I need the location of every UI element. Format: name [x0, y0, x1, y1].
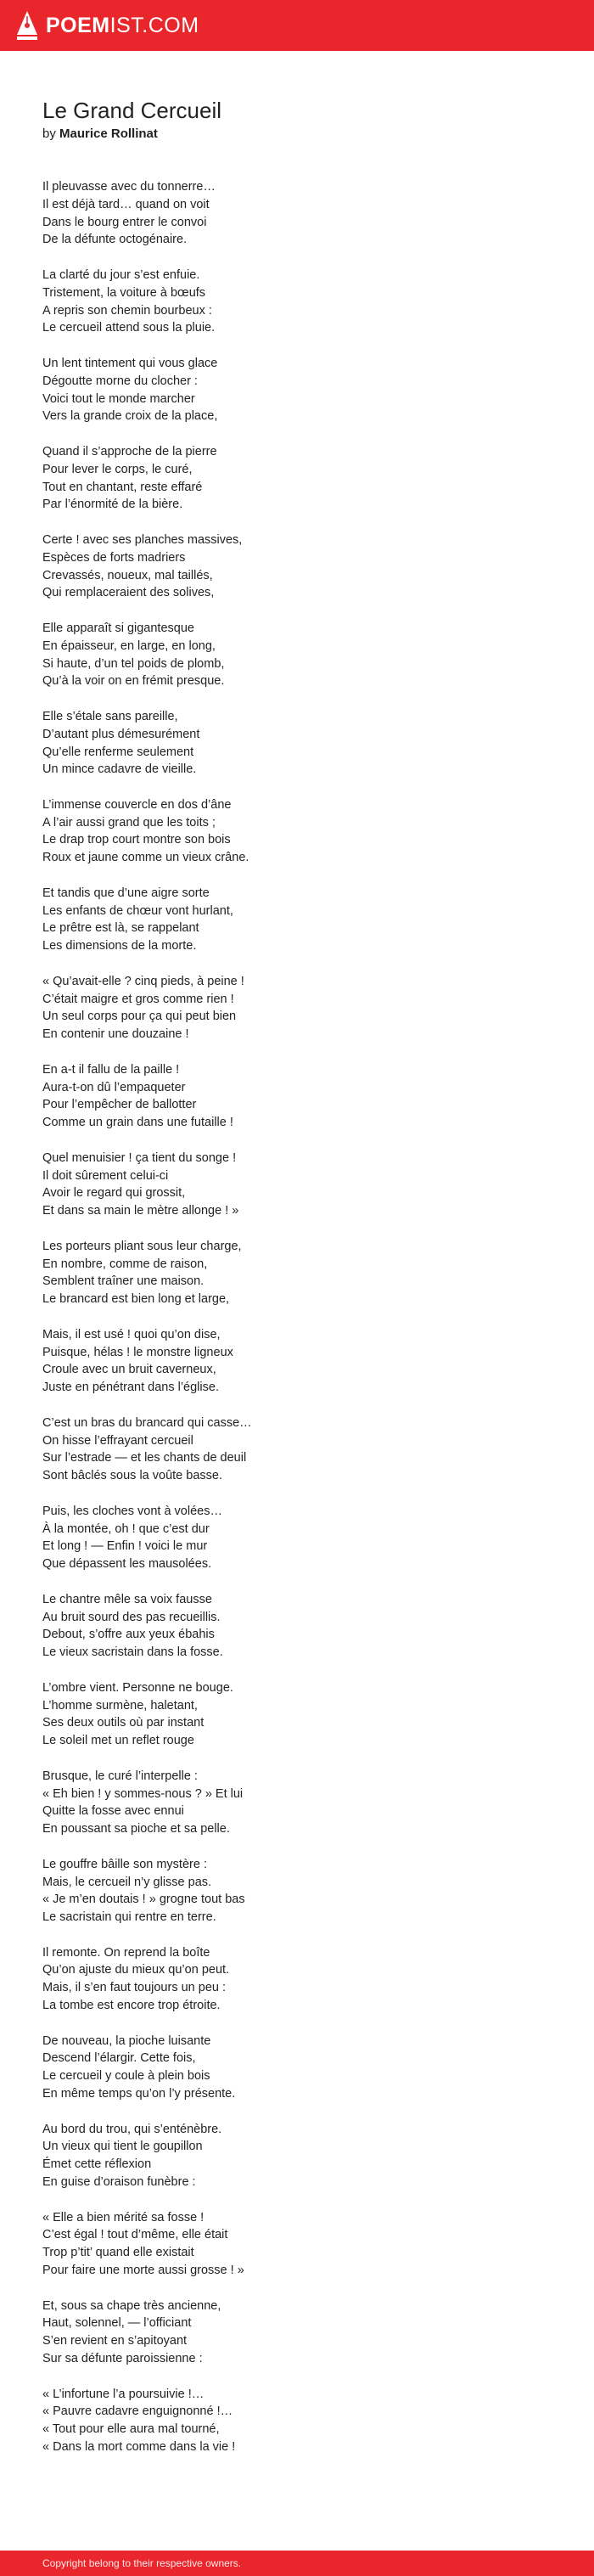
poem-line: Un lent tintement qui vous glace — [42, 356, 218, 370]
stanza — [42, 1503, 552, 1573]
poem-line: On hisse l’effrayant cercueil — [42, 1433, 193, 1448]
poem-line: Descend l’élargir. Cette fois, — [42, 2051, 196, 2066]
poem-line: Un mince cadavre de vieille. — [42, 762, 197, 777]
poem-line: Juste en pénétrant dans l’église. — [42, 1381, 219, 1395]
poem-line: Par l’énormité de la bière. — [42, 498, 183, 512]
poem-line: Et dans sa main le mètre allonge ! » — [42, 1204, 239, 1218]
stanza — [42, 708, 552, 779]
poem-line: Le vieux sacristain dans la fosse. — [42, 1645, 223, 1660]
poem-line: Le chantre mêle sa voix fausse — [42, 1592, 212, 1606]
poem-line: L’ombre vient. Personne ne bouge. — [42, 1680, 233, 1695]
poem-line: Le gouffre bâille son mystère : — [42, 1857, 207, 1871]
stanza — [42, 1238, 552, 1308]
poem-line: Dans le bourg entrer le convoi — [42, 215, 207, 229]
poem-line: Que dépassent les mausolées. — [42, 1557, 212, 1572]
poem-line: Voici tout le monde marcher — [42, 391, 195, 406]
poem-line: « L’infortune l’a poursuivie !… — [42, 2387, 205, 2401]
pen-nib-icon — [17, 11, 37, 40]
poem-line: Qu’on ajuste du mieux qu’on peut. — [42, 1963, 230, 1977]
site-logo[interactable] — [17, 8, 199, 42]
poem-line: Il pleuvasse avec du tonnerre… — [42, 180, 216, 194]
poem-line: En nombre, comme de raison, — [42, 1257, 208, 1271]
stanza — [42, 2386, 552, 2456]
stanza — [42, 620, 552, 690]
poem-line: En poussant sa pioche et sa pelle. — [42, 1822, 230, 1836]
stanza — [42, 2298, 552, 2368]
stanza — [42, 532, 552, 602]
poem-line: Sont bâclés sous la voûte basse. — [42, 1469, 222, 1483]
poem-line: « Tout pour elle aura mal tourné, — [42, 2422, 220, 2437]
poem-line: Pour lever le corps, le curé, — [42, 462, 193, 476]
poem-line: Le cercueil attend sous la pluie. — [42, 321, 216, 335]
poem-line: A repris son chemin bourbeux : — [42, 303, 212, 318]
poem-line: Il remonte. On reprend la boîte — [42, 1945, 210, 1960]
poem-line: « Je m’en doutais ! » grogne tout bas — [42, 1893, 245, 1907]
poem-line: « Pauvre cadavre enguignonné !… — [42, 2404, 233, 2419]
poem-line: D’autant plus démesurément — [42, 727, 200, 741]
poem-line: En a-t il fallu de la paille ! — [42, 1062, 180, 1077]
byline — [42, 126, 552, 143]
poem-line: Il est déjà tard… quand on voit — [42, 197, 210, 211]
poem-line: Pour faire une morte aussi grosse ! » — [42, 2264, 244, 2278]
copyright-text: Copyright belong to their respective owners. — [42, 2557, 242, 2569]
poem-line: C’était maigre et gros comme rien ! — [42, 992, 234, 1006]
poem-line: Les enfants de chœur vont hurlant, — [42, 903, 233, 918]
poem-line: Puisque, hélas ! le monstre ligneux — [42, 1345, 233, 1359]
poem-line: Mais, il s’en faut toujours un peu : — [42, 1981, 227, 1995]
poem-line: L’immense couvercle en dos d’âne — [42, 797, 232, 812]
poem-line: Qui remplaceraient des solives, — [42, 586, 215, 600]
poem-body — [42, 178, 552, 2456]
stanza — [42, 1856, 552, 1926]
poem-line: Ses deux outils où par instant — [42, 1716, 205, 1730]
poem-line: Mais, le cercueil n’y glisse pas. — [42, 1875, 212, 1889]
poem-line: En guise d’oraison funèbre : — [42, 2175, 196, 2190]
stanza — [42, 2033, 552, 2103]
poem-line: Le prêtre est là, se rappelant — [42, 921, 199, 936]
poem-line: Brusque, le curé l’interpelle : — [42, 1769, 198, 1783]
stanza — [42, 1768, 552, 1838]
poem-line: Pour l’empêcher de ballotter — [42, 1098, 197, 1112]
poem-line: La tombe est encore trop étroite. — [42, 1999, 221, 2013]
poem-line: Et tandis que d’une aigre sorte — [42, 886, 210, 900]
poem-container — [42, 97, 552, 2474]
poem-line: En même temps qu’on l’y présente. — [42, 2087, 236, 2101]
poem-line: Trop p’tit’ quand elle existait — [42, 2246, 194, 2260]
poem-line: Qu’à la voir on en frémit presque. — [42, 674, 225, 689]
poem-line: En contenir une douzaine ! — [42, 1027, 189, 1042]
poem-line: Les dimensions de la morte. — [42, 939, 197, 953]
poem-line: Au bruit sourd des pas recueillis. — [42, 1610, 221, 1624]
by-label: by — [42, 127, 56, 141]
poem-line: De la défunte octogénaire. — [42, 233, 188, 247]
poem-line: C’est égal ! tout d’même, elle était — [42, 2228, 228, 2242]
poem-line: « Dans la mort comme dans la vie ! — [42, 2440, 236, 2454]
poem-line: Sur sa défunte paroissienne : — [42, 2352, 203, 2366]
poem-line: Un seul corps pour ça qui peut bien — [42, 1010, 237, 1024]
stanza — [42, 1061, 552, 1132]
poem-line: C’est un bras du brancard qui casse… — [42, 1415, 252, 1430]
poem-line: Croule avec un bruit caverneux, — [42, 1363, 216, 1377]
poem-line: Puis, les cloches vont à volées… — [42, 1504, 222, 1518]
stanza — [42, 973, 552, 1043]
poem-line: Espèces de forts madriers — [42, 550, 186, 565]
poem-line: Elle s’étale sans pareille, — [42, 709, 178, 723]
poem-line: Tout en chantant, reste effaré — [42, 480, 203, 494]
poem-line: Certe ! avec ses planches massives, — [42, 532, 243, 547]
stanza — [42, 2209, 552, 2280]
poem-line: Avoir le regard qui grossit, — [42, 1186, 186, 1201]
poem-line: Et, sous sa chape très ancienne, — [42, 2298, 221, 2313]
poem-line: L’homme surmène, haletant, — [42, 1698, 198, 1713]
stanza — [42, 267, 552, 337]
stanza — [42, 1326, 552, 1397]
footer-bar — [0, 2551, 594, 2576]
poem-line: Le sacristain qui rentre en terre. — [42, 1910, 216, 1925]
poem-line: Mais, il est usé ! quoi qu’on dise, — [42, 1327, 221, 1341]
poem-line: Les porteurs pliant sous leur charge, — [42, 1239, 242, 1253]
header-bar — [0, 0, 594, 51]
poem-line: Roux et jaune comme un vieux crâne. — [42, 851, 249, 865]
stanza — [42, 1679, 552, 1750]
poem-line: Le soleil met un reflet rouge — [42, 1734, 194, 1748]
poem-line: Comme un grain dans une futaille ! — [42, 1116, 233, 1130]
stanza — [42, 178, 552, 249]
poem-line: Qu’elle renferme seulement — [42, 745, 194, 759]
poem-line: Quel menuisier ! ça tient du songe ! — [42, 1150, 237, 1165]
poem-line: Semblent traîner une maison. — [42, 1274, 205, 1289]
stanza — [42, 1150, 552, 1220]
poem-line: Émet cette réflexion — [42, 2157, 152, 2172]
stanza — [42, 885, 552, 955]
poem-line: Si haute, d’un tel poids de plomb, — [42, 656, 225, 671]
stanza — [42, 443, 552, 514]
poem-line: De nouveau, la pioche luisante — [42, 2033, 211, 2048]
poem-line: Tristement, la voiture à bœufs — [42, 285, 206, 300]
poem-line: Et long ! — Enfin ! voici le mur — [42, 1539, 208, 1554]
stanza — [42, 1591, 552, 1662]
poem-line: Dégoutte morne du clocher : — [42, 374, 198, 388]
poem-line: S’en revient en s’apitoyant — [42, 2334, 188, 2348]
poem-line: Haut, solennel, — l’officiant — [42, 2316, 192, 2331]
stanza — [42, 1415, 552, 1485]
site-name: POEMIST.COM — [46, 13, 199, 37]
poem-line: À la montée, oh ! que c’est dur — [42, 1521, 210, 1536]
poem-line: Crevassés, noueux, mal taillés, — [42, 568, 213, 582]
poem-line: Le cercueil y coule à plein bois — [42, 2069, 210, 2084]
poem-line: Vers la grande croix de la place, — [42, 409, 218, 424]
poem-line: Sur l’estrade — et les chants de deuil — [42, 1451, 247, 1465]
poem-line: « Qu’avait-elle ? cinq pieds, à peine ! — [42, 974, 244, 988]
poem-line: Debout, s’offre aux yeux ébahis — [42, 1628, 215, 1642]
author-link[interactable]: Maurice Rollinat — [59, 127, 158, 141]
poem-line: Aura-t-on dû l’empaqueter — [42, 1080, 186, 1094]
stanza — [42, 355, 552, 425]
poem-line: Il doit sûrement celui-ci — [42, 1168, 169, 1183]
poem-line: Un vieux qui tient le goupillon — [42, 2140, 203, 2154]
poem-line: Le drap trop court montre son bois — [42, 833, 231, 847]
poem-line: Elle apparaît si gigantesque — [42, 621, 194, 635]
poem-line: A l’air aussi grand que les toits ; — [42, 815, 216, 830]
poem-line: En épaisseur, en large, en long, — [42, 638, 216, 653]
poem-line: « Elle a bien mérité sa fosse ! — [42, 2210, 205, 2224]
poem-line: « Eh bien ! y sommes-nous ? » Et lui — [42, 1786, 244, 1801]
poem-line: La clarté du jour s’est enfuie. — [42, 267, 200, 282]
poem-line: Quand il s’approche de la pierre — [42, 444, 217, 458]
poem-title: Le Grand Cercueil — [42, 98, 221, 123]
poem-line: Au bord du trou, qui s’enténèbre. — [42, 2122, 222, 2136]
stanza — [42, 2121, 552, 2191]
stanza — [42, 1944, 552, 2015]
poem-line: Le brancard est bien long et large, — [42, 1292, 230, 1307]
poem-line: Quitte la fosse avec ennui — [42, 1804, 184, 1819]
stanza — [42, 796, 552, 867]
